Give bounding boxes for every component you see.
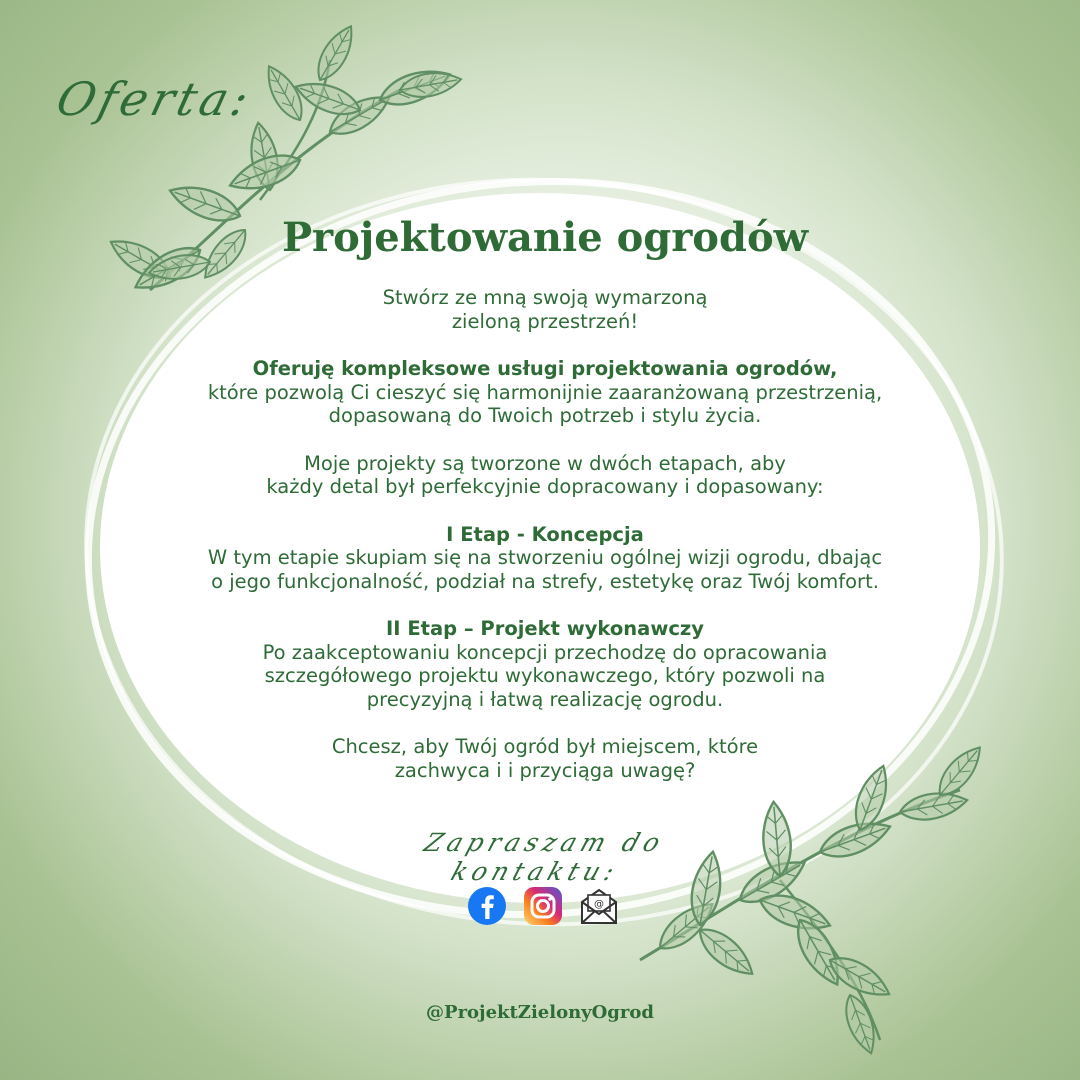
script-title: Oferta: (51, 72, 259, 126)
stage2-line: Po zaakceptowaniu koncepcji przechodzę do opracowania (262, 640, 828, 664)
stage2-section (150, 617, 940, 711)
offer-line: które pozwolą Ci cieszyć się harmonijnie zaaranżowaną przestrzenią, (207, 380, 883, 404)
intro-text (150, 286, 940, 333)
page-title: Projektowanie ogrodów (281, 214, 809, 261)
stage1-line: o jego funkcjonalność, podział na strefy, estetykę oraz Twój komfort. (211, 569, 879, 593)
offer-content (150, 212, 940, 806)
email-icon[interactable] (579, 886, 619, 926)
instagram-icon[interactable] (523, 886, 563, 926)
stage1-line: W tym etapie skupiam się na stworzeniu ogólnej wizji ogrodu, dbając (207, 546, 883, 569)
stage2-line: szczegółowego projektu wykonawczego, który pozwoli na (264, 664, 826, 687)
contact-invite: Zapraszam do kontaktu: (420, 828, 669, 886)
stage2-line: precyzyjną i łatwą realizację ogrodu. (366, 687, 724, 711)
intro-line: zieloną przestrzeń! (451, 309, 639, 333)
stage2-title: II Etap – Projekt wykonawczy (386, 617, 704, 640)
closing-line: zachwyca i i przyciąga uwagę? (394, 758, 696, 782)
offer-bold-line: Oferuję kompleksowe usługi projektowania ogrodów, (252, 357, 838, 380)
social-handle: @ProjektZielonyOgrod (426, 1002, 654, 1023)
svg-text:@: @ (594, 899, 604, 910)
stages-intro-line: Moje projekty są tworzone w dwóch etapach, aby (304, 451, 786, 475)
closing-text (150, 735, 940, 782)
facebook-icon[interactable] (467, 886, 507, 926)
offer-line: dopasowaną do Twoich potrzeb i stylu życia. (328, 404, 762, 427)
contact-icons (467, 884, 619, 928)
stages-intro-text (150, 452, 940, 499)
offer-text (150, 357, 940, 428)
stage1-title: I Etap - Koncepcja (446, 522, 644, 546)
closing-line: Chcesz, aby Twój ogród był miejscem, które (331, 735, 759, 758)
stages-intro-line: każdy detal był perfekcyjnie dopracowany i dopasowany: (266, 475, 824, 498)
intro-line: Stwórz ze mną swoją wymarzoną (382, 286, 708, 309)
stage1-section (150, 523, 940, 594)
